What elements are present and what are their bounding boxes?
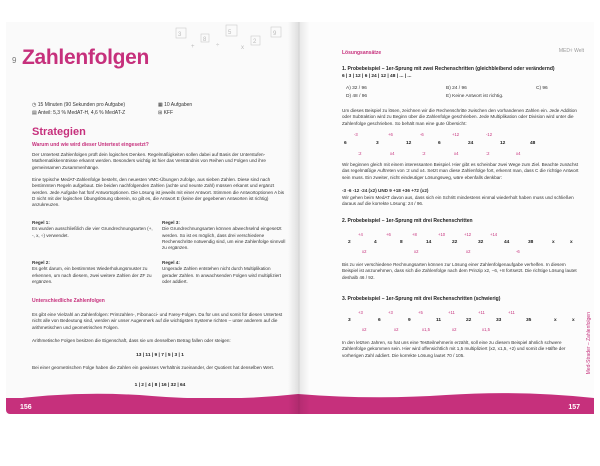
ex1-num-6: 48 [530, 141, 536, 146]
ex1-num-3: 6 [438, 141, 441, 146]
rule-2-head: Regel 2: [32, 260, 50, 265]
example-2-heading: 2. Probebeispiel – 1er-Sprung mit drei Rechenschritten [342, 218, 473, 224]
svg-text:÷: ÷ [216, 43, 220, 49]
option-b: B) 24 / 96 [446, 86, 467, 91]
rule-3 [162, 220, 286, 251]
rule-3-text: Die Grundrechnungsarten können abwechselnd eingesetzt werden. So ist es möglich, dass drei verschiedene Rechenschritte notwendig sind, um eine Zahlenfolge sinnvoll zu ergänzen. [162, 226, 286, 251]
svg-text:2: 2 [253, 39, 257, 45]
info-share: ▤ Anteil: 5,3 % MedAT-H, 4,6 % MedAT-Z [32, 110, 126, 116]
info-tasks-text: 10 Aufgaben [164, 102, 193, 108]
rule-4 [162, 260, 286, 285]
ex2-op-bot-3: -6 [516, 249, 520, 254]
ex2-op-top-5: +14 [490, 232, 498, 237]
info-time: ◷ 15 Minuten (90 Sekunden pro Aufgabe) [32, 102, 126, 108]
ex2-num-9: x [570, 240, 573, 245]
ex2-op-top-2: +8 [412, 232, 417, 237]
ex1-num-2: 12 [406, 141, 412, 146]
ex2-op-top-3: +10 [438, 232, 446, 237]
example-3-heading: 3. Probebeispiel – 1er-Sprung mit drei Rechenschritten (schwierig) [342, 296, 501, 302]
ex2-num-4: 22 [452, 240, 458, 245]
ex2-num-5: 32 [478, 240, 484, 245]
page-title: Zahlenfolgen [22, 46, 150, 69]
ex3-op-bot-2: x1,5 [422, 327, 430, 332]
chapter-number: 9 [12, 56, 17, 65]
info-tasks: ▦ 10 Aufgaben [158, 102, 193, 108]
ex3-op-top-4: +11 [478, 310, 485, 315]
ex1-op-bot-0: :2 [358, 151, 362, 156]
info-module-text: KFF [163, 110, 174, 116]
side-tab: Med-Strader – Zahlenfolgen [586, 312, 592, 375]
paragraph-5: Bei einer geometrischen Folge haben die Zahlen ein gewisses Verhältnis zueinander, der Quotient hat denselben Wert. [32, 365, 275, 370]
ex3-op-top-1: +3 [388, 310, 393, 315]
ex1-op-top-2: -6 [420, 132, 424, 137]
paragraph-1: Der Untertest Zahlenfolgen prüft dein logisches Denken. Regelmäßigkeiten sollen dabei auf Basis der Unterstufen-Mathematikkenntnisse erkannt werden. Besonders wichtig ist hier das Verständnis von Reihen und Folgen und ihre gemeinsamen Zusammenhänge. [32, 152, 266, 170]
option-e: E) Keine Antwort ist richtig. [446, 94, 504, 99]
ex2-op-top-0: +4 [358, 232, 363, 237]
ex3-op-bot-1: x2 [394, 327, 399, 332]
ex2-op-top-4: +12 [464, 232, 472, 237]
ex2-num-6: 44 [504, 240, 510, 245]
example-3-paragraph: In den letzten Jahren, so hat uns eine Testteilnehmerin erzählt, soll eine zu diesem Beispiel ähnlich schwere Zahlenfolge gekommen sein. Hier wird offensichtlich mit 1,5 multipliziert (x2, x1,5, +2) und somit die Hälfte der vorherigen Zahl addiert. Die korrekte Lösung lautet 70 / 105. [342, 340, 566, 358]
ex1-op-bot-1: x4 [390, 151, 395, 156]
ex1-num-0: 6 [344, 141, 347, 146]
ex3-num-8: x [572, 318, 575, 323]
option-d: D) 48 / 96 [346, 94, 368, 99]
ex3-num-2: 9 [408, 318, 411, 323]
ex3-num-6: 35 [526, 318, 532, 323]
ex3-op-bot-3: x2 [452, 327, 457, 332]
ex3-num-4: 22 [466, 318, 472, 323]
book-gutter [288, 22, 310, 414]
ex2-num-2: 8 [400, 240, 403, 245]
svg-text:+: + [191, 44, 195, 50]
ex2-num-0: 2 [348, 240, 351, 245]
ex3-num-7: x [554, 318, 557, 323]
page-number-left: 156 [20, 404, 32, 411]
left-page [6, 22, 298, 414]
ex3-op-top-0: +3 [358, 310, 363, 315]
ex1-num-4: 24 [468, 141, 474, 146]
subheading-why: Warum und wie wird dieser Untertest eingesetzt? [32, 142, 149, 148]
ex2-op-top-1: +6 [386, 232, 391, 237]
ex3-op-top-5: +11 [508, 310, 515, 315]
ex1-num-5: 12 [500, 141, 506, 146]
rule-4-head: Regel 4: [162, 260, 180, 265]
example-1-formula: -3 -6 -12 -24 (x2) UND 9 +18 +36 +72 (x2) [342, 188, 429, 193]
rule-1-text: Es wurden ausschließlich die vier Grundrechnungsarten (+, -, x, ÷) verwendet. [32, 226, 153, 238]
ex1-op-top-4: -12 [486, 132, 493, 137]
ex3-num-1: 6 [378, 318, 381, 323]
rule-4-text: Ungerade Zahlen entstehen nicht durch Multiplikation gerader Zahlen. In anwachsenden Folgen wird multipliziert oder addiert. [162, 266, 281, 284]
info-module: ⊞ KFF [158, 110, 174, 116]
arithmetic-sequence: 13 | 11 | 9 | 7 | 5 | 3 | 1 [136, 353, 184, 358]
ex2-num-7: 38 [528, 240, 534, 245]
ex2-op-bot-2: x2 [466, 249, 471, 254]
paragraph-2: Eine typische MedAT-Zahlenfolge besteht, den neuesten VMC-Übungen zufolge, aus sieben Zahlen. Diese sind nach bestimmten Regeln aufgebaut. Die beiden nachfolgenden Zahlen (achte und neunte Zahl) müssen erkannt und ergänzt werden. Jede Aufgabe hat fünf Antwortoptionen. Die Lösung ist jeweils mit einer Antwort. Stimmen die Antwortoptionen A bis D nicht mit der logischen Übungslösung überein, so gilt es, die Antwort E (keine der gegebenen Antworten ist richtig) anzukreuzen. [32, 177, 285, 208]
option-c: C) 96 [536, 86, 548, 91]
option-a: A) 32 / 96 [346, 86, 367, 91]
paragraph-4: Arithmetische Folgen besitzen die Eigenschaft, dass sie um denselben Betrag fallen oder steigen: [32, 338, 231, 343]
ex3-num-3: 11 [436, 318, 442, 323]
example-1-paragraph-1: Um dieses Beispiel zu lösen, zeichnen wir die Rechenschritte zwischen den vorhandenen Zahlen ein. Jede Addition oder Subtraktion wird zu Beginn über die Zahlenfolge geschrieben. Jede Multiplikation oder Division wird unter die Zahlenfolge geschrieben. So behält man eine gute Übersicht: [342, 108, 577, 126]
ex2-num-8: x [552, 240, 555, 245]
footer-band [6, 398, 298, 414]
svg-text:3: 3 [178, 32, 182, 38]
section-title-strategies: Strategien [32, 126, 86, 138]
ex1-op-top-3: +12 [452, 132, 460, 137]
example-1-paragraph-3: Wir gehen beim MedAT davon aus, dass sich ein Schritt mindestens einmal wiederholt haben muss und schließen daraus auf die korrekte Lösung: 24 / 96. [342, 195, 574, 207]
svg-text:8: 8 [203, 37, 207, 43]
right-page [298, 22, 594, 414]
ex2-op-bot-0: x2 [362, 249, 367, 254]
rule-2 [32, 260, 154, 285]
brand-logo: MED⚕ Welt [558, 48, 584, 54]
ex2-num-3: 14 [426, 240, 432, 245]
ex1-op-bot-2: :2 [422, 151, 426, 156]
svg-text:9: 9 [273, 31, 277, 37]
example-1-paragraph-2: Wir beginnen gleich mit einem interessanten Beispiel. Hier gibt es scheinbar zwei Wege zum Ziel. Beachte zunächst das regelmäßige Auftreten von :2 und x4. Setzt man diese Zahlenfolge fort, erkennt man, dass C die richtige Antwort sein muss. Ein zweiter, nicht eindeutiger Lösungsweg, wäre ebenfalls denkbar: [342, 162, 579, 180]
section-heading-solutions: Lösungsansätze [342, 50, 382, 56]
svg-text:5: 5 [228, 30, 232, 36]
ex3-num-0: 3 [348, 318, 351, 323]
info-share-text: Anteil: 5,3 % MedAT-H, 4,6 % MedAT-Z [37, 110, 126, 116]
footer-band-right [298, 398, 594, 414]
info-time-text: 15 Minuten (90 Sekunden pro Aufgabe) [37, 102, 126, 108]
example-1-heading: 1. Probebeispiel – 1er-Sprung mit zwei Rechenschritten (gleichbleibend oder verändernd) [342, 66, 555, 72]
subheading-different-sequences: Unterschiedliche Zahlenfolgen [32, 298, 105, 304]
page-number-right: 157 [568, 404, 580, 411]
ex1-num-1: 3 [376, 141, 379, 146]
example-1-sequence: 6 | 3 | 12 | 6 | 24 | 12 | 48 | ... | ... [342, 74, 412, 79]
example-2-paragraph: Bis zu vier verschiedene Rechnungsarten können zur Lösung einer Zahlenfolgenaufgabe verhelfen. In diesem Beispiel ist anzunehmen, dass sich die Zahlenfolge nach dem Prinzip x2, −6, +8 fortsetzt. Die richtige Lösung lautet deshalb 46 / 92. [342, 262, 577, 280]
decorative-numbers-icon [156, 22, 296, 52]
geometric-sequence: 1 | 2 | 4 | 8 | 16 | 32 | 64 [134, 383, 186, 388]
ex3-num-5: 33 [496, 318, 502, 323]
paragraph-3: Es gibt eine Vielzahl an Zahlenfolgen: Primzahlen-, Fibonacci- und Farey-Folgen. Da für uns und somit für diesen Untertest nicht alle von Bedeutung sind, werden wir unser Augenmerk auf die wichtigsten Systeme richten – unter anderem auf die arithmetischen und geometrischen Folgen. [32, 312, 283, 330]
rule-2-text: Es geht darum, ein bestimmtes Wiederholungsmuster zu erkennen, um nach diesem, zwei weitere Zahlen der ZF zu ergänzen. [32, 266, 152, 284]
ex3-op-bot-4: x1,5 [482, 327, 490, 332]
ex3-op-bot-0: x2 [362, 327, 367, 332]
rule-3-head: Regel 3: [162, 220, 180, 225]
rule-1-head: Regel 1: [32, 220, 50, 225]
svg-text:x: x [241, 45, 244, 51]
ex2-op-bot-1: x2 [414, 249, 419, 254]
ex3-op-top-3: +11 [448, 310, 455, 315]
ex1-op-bot-4: :2 [486, 151, 490, 156]
ex3-op-top-2: +5 [418, 310, 423, 315]
ex1-op-bot-3: x4 [454, 151, 459, 156]
ex1-op-bot-5: x4 [516, 151, 521, 156]
rule-1 [32, 220, 154, 239]
ex1-op-top-1: +6 [388, 132, 393, 137]
ex2-num-1: 4 [374, 240, 377, 245]
ex1-op-top-0: -3 [354, 132, 358, 137]
